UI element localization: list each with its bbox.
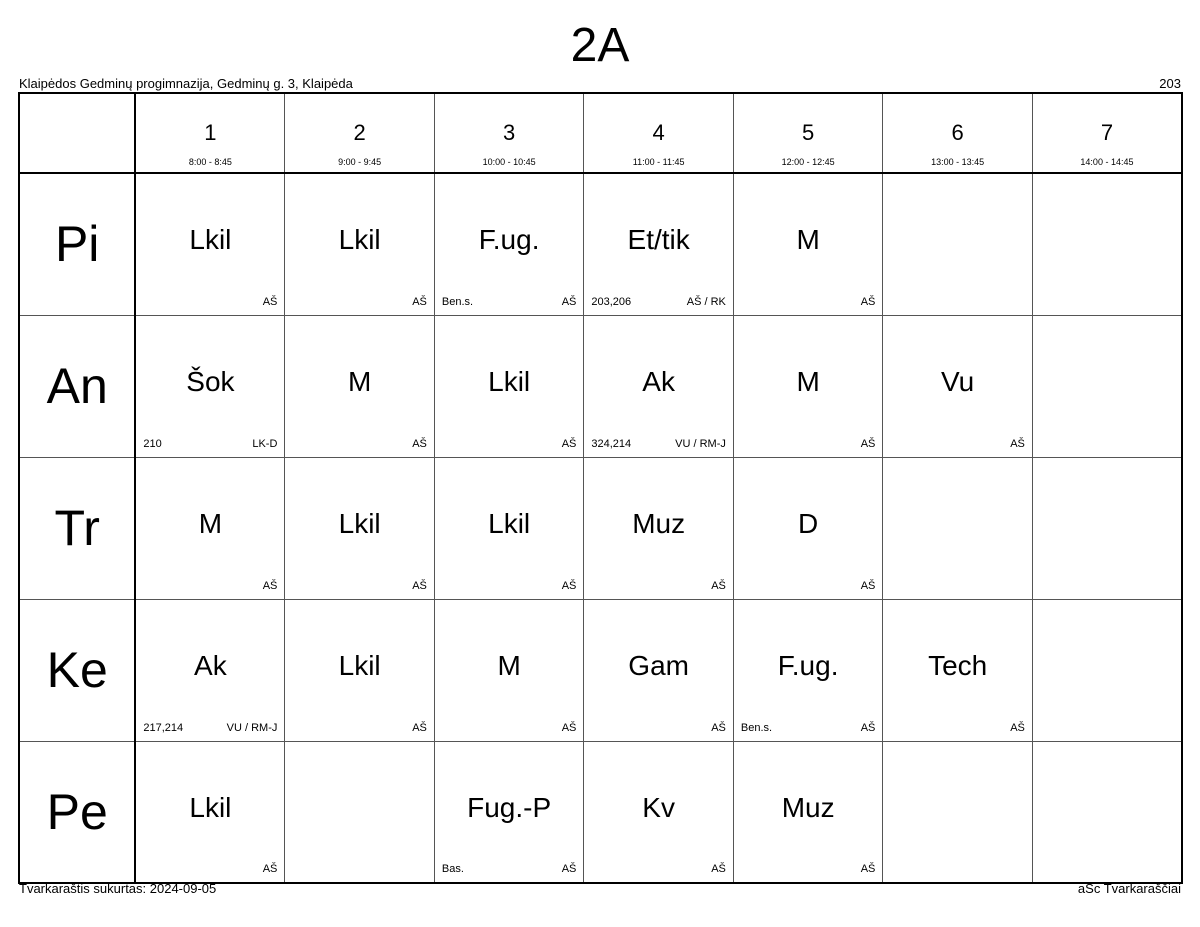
lesson-teacher: AŠ	[711, 863, 726, 875]
period-number: 7	[1100, 120, 1114, 145]
lesson-subject: F.ug.	[478, 224, 540, 255]
period-header-3	[434, 93, 584, 173]
period-number: 1	[204, 120, 217, 145]
lesson-teacher: AŠ	[412, 295, 427, 308]
day-row	[19, 315, 1182, 457]
lesson-subject: M	[796, 224, 820, 255]
lesson-teacher: AŠ	[561, 437, 577, 450]
period-number: 3	[503, 120, 516, 145]
lesson-cell	[1032, 457, 1182, 599]
lesson-teacher: AŠ	[561, 721, 577, 734]
school-name: Klaipėdos Gedminų progimnazija, Gedminų g. 3, Klaipėda	[19, 76, 353, 91]
day-row	[19, 741, 1182, 883]
lesson-teacher: AŠ	[262, 863, 278, 875]
lesson-subject: Šok	[186, 365, 235, 397]
period-header-4	[584, 93, 734, 173]
lesson-subject: M	[796, 365, 820, 397]
period-number: 2	[353, 120, 366, 145]
lesson-classroom: Ben.s.	[740, 721, 773, 734]
lesson-cell	[883, 741, 1033, 883]
lesson-subject: D	[798, 507, 819, 539]
lesson-classroom: 324,214	[591, 437, 632, 450]
period-time: 10:00 - 10:45	[482, 157, 536, 167]
period-header-1	[135, 93, 285, 173]
lesson-teacher: AŠ	[711, 721, 726, 734]
lesson-classroom: 210	[143, 437, 162, 450]
lesson-cell	[135, 741, 285, 883]
day-row	[19, 173, 1182, 315]
lesson-teacher: AŠ	[1010, 437, 1025, 450]
lesson-subject: Lkil	[338, 649, 381, 681]
lesson-cell	[135, 599, 285, 741]
period-time: 8:00 - 8:45	[188, 157, 232, 167]
lesson-cell	[733, 457, 883, 599]
lesson-subject: Ak	[642, 365, 675, 397]
lesson-cell	[434, 599, 584, 741]
lesson-subject: Lkil	[189, 791, 232, 823]
period-number: 4	[652, 120, 665, 145]
lesson-teacher: AŠ	[711, 579, 726, 592]
day-label: Ke	[46, 642, 108, 698]
lesson-cell	[135, 173, 285, 315]
lesson-cell	[584, 173, 734, 315]
period-header-7	[1032, 93, 1182, 173]
period-header-2	[285, 93, 435, 173]
lesson-cell	[883, 173, 1033, 315]
lesson-cell	[434, 173, 584, 315]
day-label: Pe	[46, 783, 108, 840]
lesson-subject: Gam	[628, 649, 689, 681]
lesson-teacher: AŠ	[412, 721, 427, 734]
period-time: 14:00 - 14:45	[1080, 157, 1134, 167]
lesson-teacher: AŠ	[412, 437, 427, 450]
lesson-cell	[135, 457, 285, 599]
period-number: 5	[802, 120, 815, 145]
lesson-cell	[883, 599, 1033, 741]
lesson-teacher: AŠ	[860, 721, 876, 734]
lesson-subject: Kv	[642, 791, 675, 823]
corner-cell	[19, 93, 135, 173]
lesson-teacher: AŠ	[561, 295, 577, 308]
lesson-subject: Et/tik	[627, 224, 690, 255]
day-cell	[19, 173, 135, 315]
lesson-subject: M	[198, 507, 223, 539]
lesson-classroom: 217,214	[143, 721, 184, 734]
lesson-cell	[733, 741, 883, 883]
lesson-cell	[584, 599, 734, 741]
lesson-classroom: Ben.s.	[441, 295, 474, 308]
day-cell	[19, 457, 135, 599]
page-title: 2A	[570, 19, 630, 72]
lesson-subject: Lkil	[338, 507, 381, 539]
day-row	[19, 599, 1182, 741]
lesson-subject: Vu	[941, 365, 975, 397]
lesson-subject: Lkil	[189, 224, 232, 255]
lesson-cell	[285, 457, 435, 599]
lesson-teacher: AŠ	[412, 579, 427, 592]
lesson-cell	[1032, 315, 1182, 457]
lesson-teacher: VU / RM-J	[675, 437, 726, 450]
lesson-classroom: Bas.	[441, 863, 464, 875]
lesson-teacher: AŠ	[561, 863, 577, 875]
lesson-cell	[434, 457, 584, 599]
period-time: 9:00 - 9:45	[338, 157, 382, 167]
lesson-cell	[285, 315, 435, 457]
day-cell	[19, 315, 135, 457]
created-date: Tvarkaraštis sukurtas: 2024-09-05	[19, 881, 217, 896]
lesson-cell	[1032, 173, 1182, 315]
lesson-subject: Muz	[632, 507, 686, 539]
period-time: 12:00 - 12:45	[781, 157, 835, 167]
lesson-subject: Lkil	[338, 224, 381, 255]
lesson-cell	[584, 315, 734, 457]
day-label: Tr	[54, 500, 100, 556]
lesson-teacher: LK-D	[252, 437, 278, 450]
lesson-teacher: AŠ / RK	[686, 295, 726, 308]
lesson-subject: M	[347, 365, 372, 397]
timetable-grid	[18, 92, 1183, 884]
lesson-teacher: AŠ	[262, 295, 278, 308]
lesson-cell	[1032, 599, 1182, 741]
period-header-row	[19, 93, 1182, 173]
lesson-teacher: VU / RM-J	[226, 721, 278, 734]
lesson-classroom: 203,206	[591, 295, 632, 308]
day-cell	[19, 599, 135, 741]
lesson-cell	[285, 741, 435, 883]
lesson-cell	[883, 315, 1033, 457]
lesson-cell	[434, 315, 584, 457]
lesson-cell	[733, 173, 883, 315]
lesson-cell	[285, 599, 435, 741]
lesson-subject: Tech	[928, 649, 988, 681]
software-credit: aSc Tvarkaraščiai	[1077, 881, 1181, 896]
lesson-cell	[434, 741, 584, 883]
lesson-cell	[733, 315, 883, 457]
lesson-subject: Fug.-P	[467, 791, 552, 823]
lesson-subject: Ak	[194, 649, 227, 681]
lesson-subject: M	[497, 649, 521, 681]
day-row	[19, 457, 1182, 599]
lesson-subject: F.ug.	[777, 649, 839, 681]
lesson-teacher: AŠ	[860, 579, 876, 592]
lesson-cell	[883, 457, 1033, 599]
lesson-teacher: AŠ	[860, 437, 876, 450]
period-header-5	[733, 93, 883, 173]
period-time: 11:00 - 11:45	[632, 157, 685, 167]
lesson-cell	[135, 315, 285, 457]
lesson-teacher: AŠ	[860, 863, 876, 875]
lesson-teacher: AŠ	[860, 295, 876, 308]
lesson-subject: Lkil	[488, 507, 531, 539]
day-label: An	[46, 358, 108, 414]
room-number: 203	[1159, 76, 1181, 91]
lesson-teacher: AŠ	[1010, 721, 1025, 734]
lesson-subject: Lkil	[488, 365, 531, 397]
day-label: Pi	[54, 216, 100, 273]
lesson-cell	[584, 457, 734, 599]
period-time: 13:00 - 13:45	[931, 157, 985, 167]
lesson-teacher: AŠ	[262, 579, 278, 592]
day-cell	[19, 741, 135, 883]
period-number: 6	[951, 120, 964, 145]
lesson-cell	[1032, 741, 1182, 883]
lesson-cell	[285, 173, 435, 315]
lesson-cell	[584, 741, 734, 883]
period-header-6	[883, 93, 1033, 173]
lesson-cell	[733, 599, 883, 741]
lesson-teacher: AŠ	[561, 579, 577, 592]
lesson-subject: Muz	[781, 791, 835, 823]
